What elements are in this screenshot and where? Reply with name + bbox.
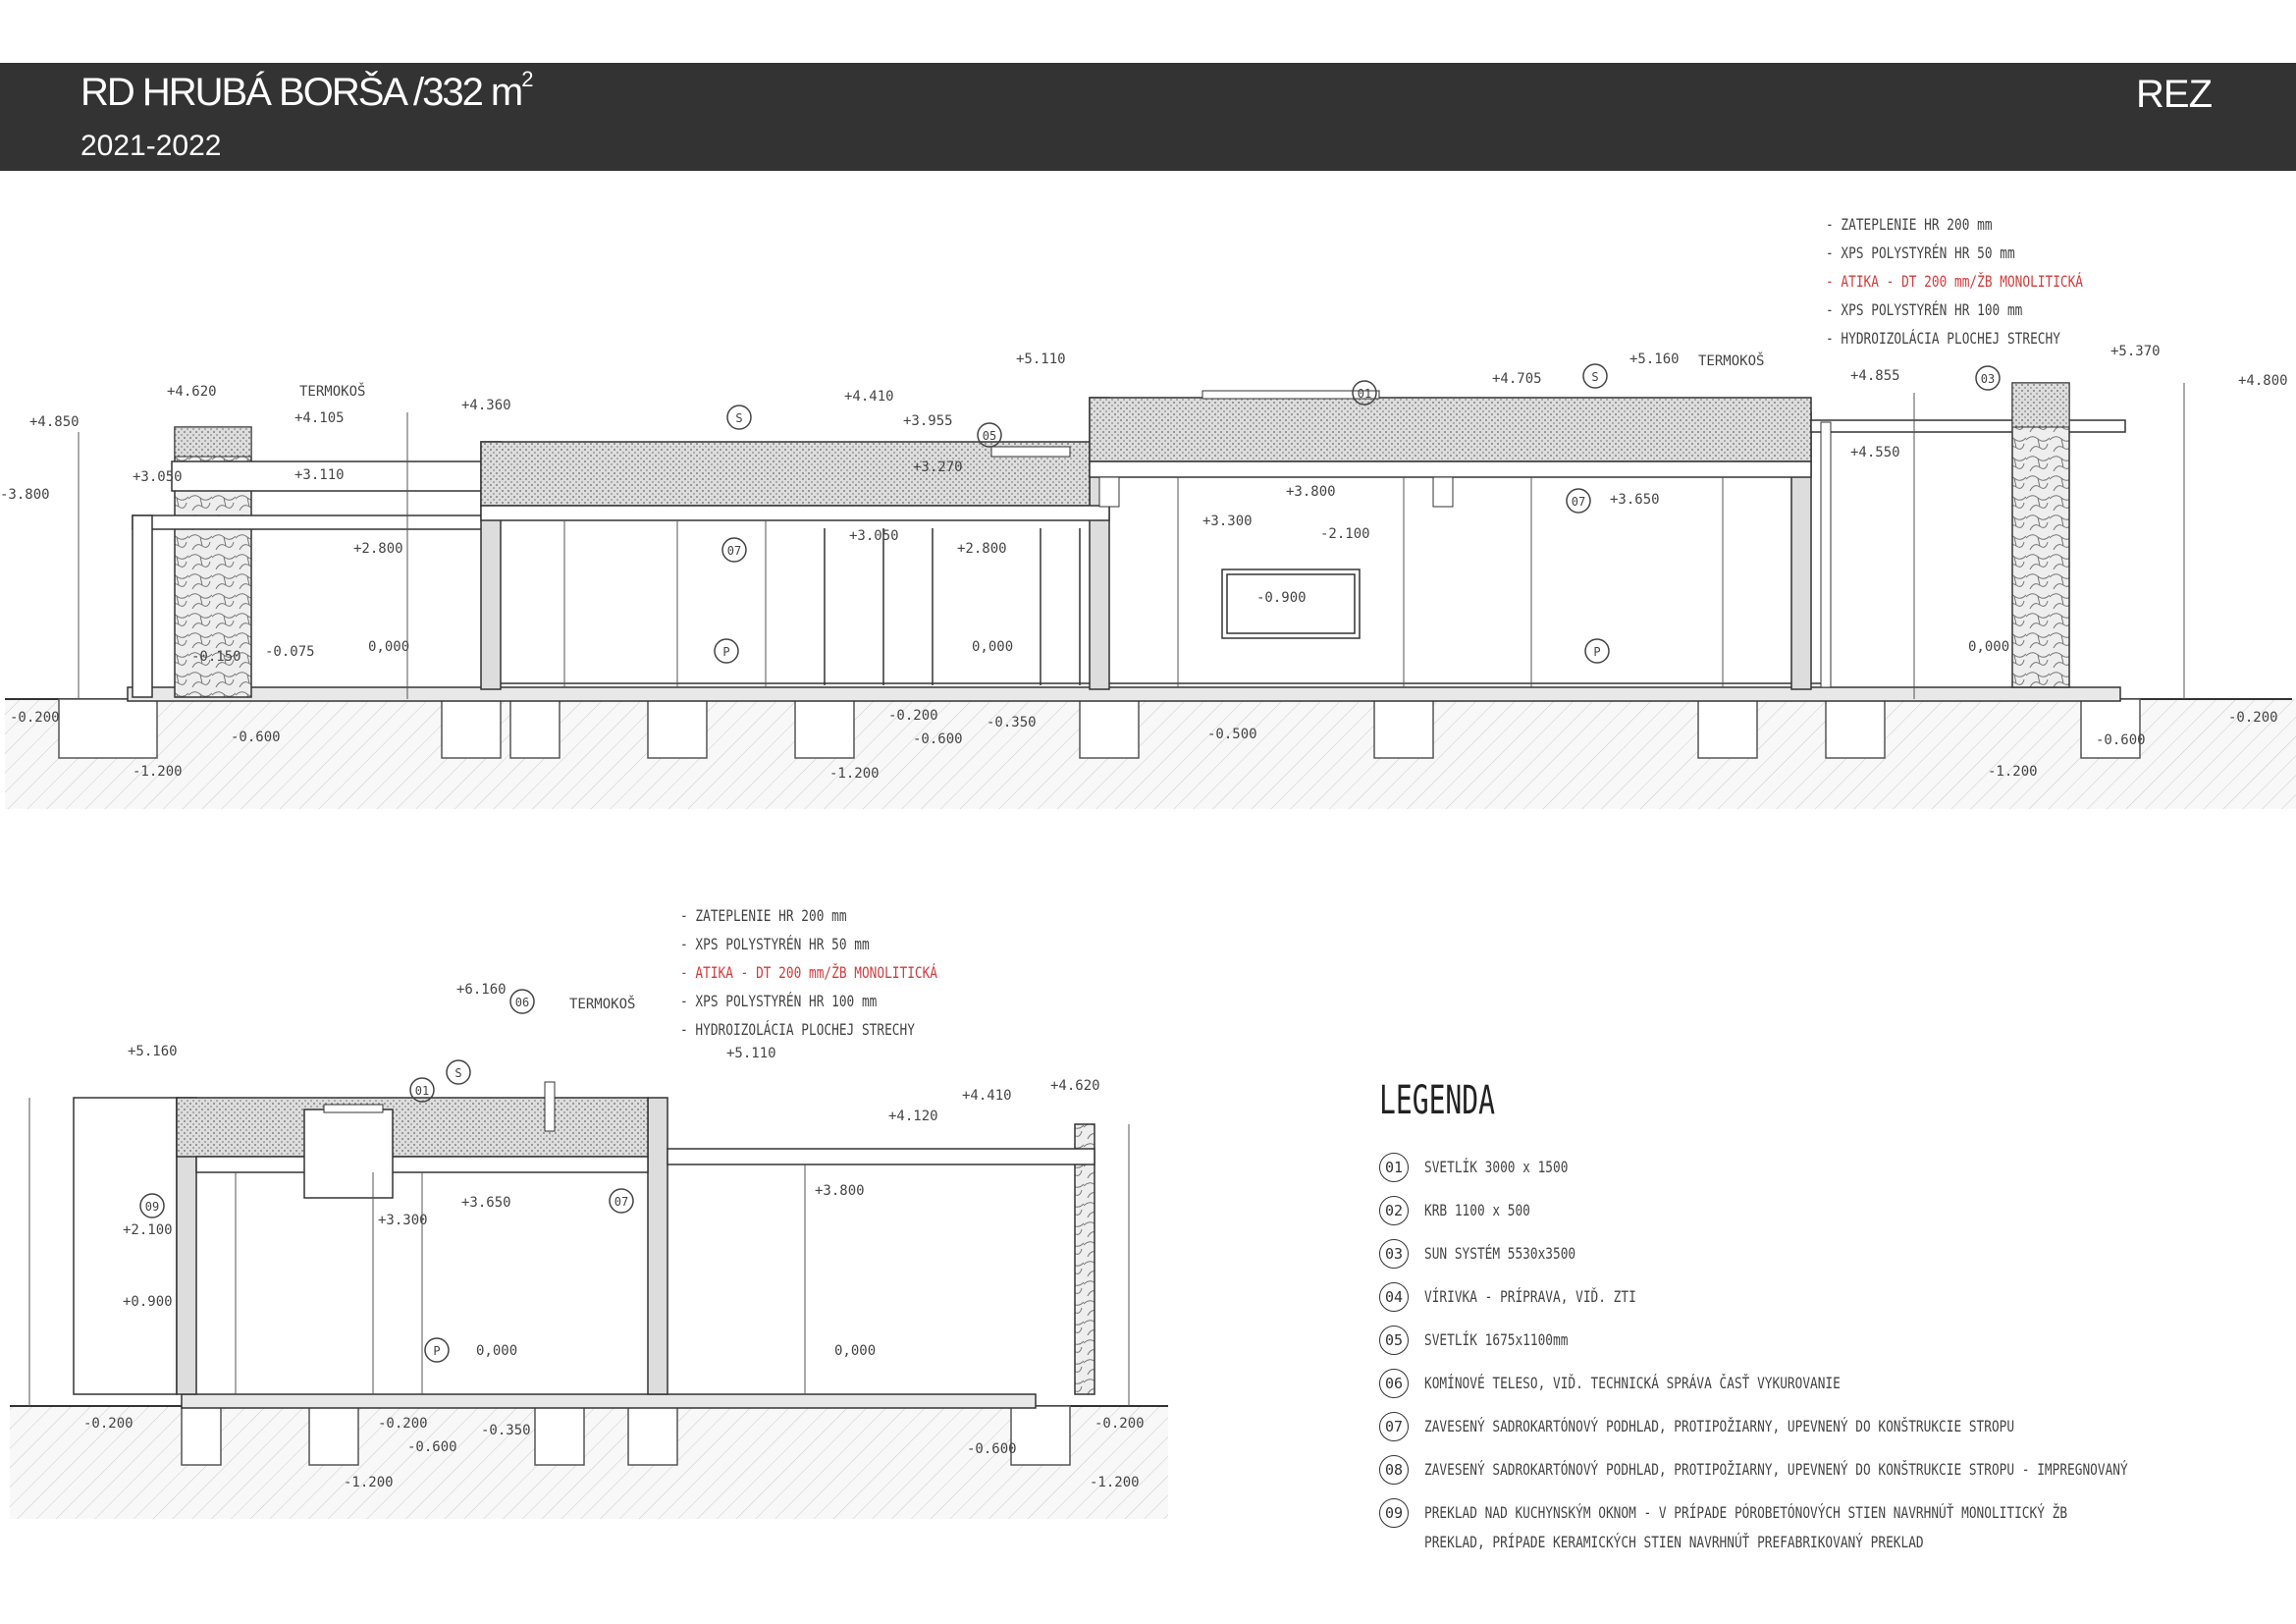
legend-item bbox=[1379, 1282, 2263, 1326]
svg-text:+3.270: +3.270 bbox=[913, 460, 963, 475]
legend-text: SUN SYSTÉM 5530x3500 bbox=[1424, 1244, 1576, 1263]
legend-text: ZAVESENÝ SADROKARTÓNOVÝ PODHLAD, PROTIPOŽIARNY, UPEVNENÝ DO KONŠTRUKCIE STROPU - IMPREGNOVANÝ bbox=[1424, 1460, 2128, 1479]
note-top-2: - XPS POLYSTYRÉN HR 50 mm bbox=[1826, 244, 2015, 262]
svg-text:+4.550: +4.550 bbox=[1850, 445, 1900, 460]
svg-text:-1.200: -1.200 bbox=[1090, 1475, 1140, 1490]
svg-text:-0.350: -0.350 bbox=[481, 1423, 531, 1438]
svg-text:TERMOKOŠ: TERMOKOŠ bbox=[299, 384, 366, 400]
note-bottom-4: - XPS POLYSTYRÉN HR 100 mm bbox=[680, 992, 878, 1010]
svg-text:03: 03 bbox=[1980, 372, 1996, 386]
legend-item bbox=[1379, 1455, 2263, 1498]
legend-number: 06 bbox=[1379, 1369, 1409, 1398]
section-bottom bbox=[10, 982, 1168, 1519]
legend-number: 09 bbox=[1379, 1498, 1409, 1528]
svg-text:+4.620: +4.620 bbox=[167, 384, 217, 400]
svg-text:-0.600: -0.600 bbox=[913, 731, 963, 747]
svg-text:P: P bbox=[1593, 645, 1601, 659]
svg-text:S: S bbox=[454, 1066, 462, 1080]
legend-title: LEGENDA bbox=[1379, 1078, 1496, 1123]
svg-text:+5.110: +5.110 bbox=[726, 1046, 776, 1061]
svg-text:+6.160: +6.160 bbox=[456, 982, 507, 998]
note-bottom-3: - ATIKA - DT 200 mm/ŽB MONOLITICKÁ bbox=[680, 963, 938, 982]
svg-text:0,000: 0,000 bbox=[368, 639, 410, 655]
svg-text:+3.650: +3.650 bbox=[461, 1195, 511, 1211]
legend-text: VÍRIVKA - PRÍPRAVA, VIĎ. ZTI bbox=[1424, 1287, 1636, 1306]
svg-text:-0.200: -0.200 bbox=[83, 1416, 133, 1432]
svg-text:0,000: 0,000 bbox=[834, 1343, 877, 1359]
legend-number: 03 bbox=[1379, 1239, 1409, 1269]
svg-text:01: 01 bbox=[414, 1084, 430, 1098]
svg-text:+0.900: +0.900 bbox=[123, 1294, 173, 1310]
note-top-5: - HYDROIZOLÁCIA PLOCHEJ STRECHY bbox=[1826, 329, 2060, 348]
svg-text:-0.200: -0.200 bbox=[2228, 710, 2278, 726]
svg-text:-0.200: -0.200 bbox=[1095, 1416, 1145, 1432]
legend-item bbox=[1379, 1326, 2263, 1369]
note-bottom-5: - HYDROIZOLÁCIA PLOCHEJ STRECHY bbox=[680, 1020, 915, 1039]
legend-number: 07 bbox=[1379, 1412, 1409, 1441]
svg-text:-0.600: -0.600 bbox=[967, 1441, 1017, 1457]
svg-text:+4.850: +4.850 bbox=[29, 414, 80, 430]
sheet-name: REZ bbox=[2136, 73, 2212, 116]
svg-text:TERMOKOŠ: TERMOKOŠ bbox=[1698, 353, 1765, 369]
svg-text:+4.105: +4.105 bbox=[294, 410, 345, 426]
svg-text:+3.050: +3.050 bbox=[133, 469, 183, 485]
svg-text:S: S bbox=[735, 411, 743, 425]
legend-item bbox=[1379, 1498, 2263, 1577]
svg-text:+3.650: +3.650 bbox=[1610, 492, 1660, 508]
svg-text:+5.160: +5.160 bbox=[1629, 352, 1680, 367]
svg-text:+2.800: +2.800 bbox=[353, 541, 403, 557]
legend-item bbox=[1379, 1196, 2263, 1239]
svg-text:+5.110: +5.110 bbox=[1016, 352, 1066, 367]
svg-text:+4.620: +4.620 bbox=[1050, 1078, 1100, 1094]
svg-text:-1.200: -1.200 bbox=[133, 764, 183, 780]
svg-text:+4.855: +4.855 bbox=[1850, 368, 1900, 384]
svg-text:-0.500: -0.500 bbox=[1207, 727, 1257, 742]
svg-text:+4.360: +4.360 bbox=[461, 398, 511, 413]
svg-text:-0.350: -0.350 bbox=[987, 715, 1037, 731]
svg-text:07: 07 bbox=[614, 1195, 629, 1209]
legend-text: SVETLÍK 1675x1100mm bbox=[1424, 1330, 1569, 1349]
svg-text:0,000: 0,000 bbox=[972, 639, 1014, 655]
svg-text:01: 01 bbox=[1357, 387, 1372, 401]
note-top-1: - ZATEPLENIE HR 200 mm bbox=[1826, 215, 1993, 234]
svg-text:-3.800: -3.800 bbox=[0, 487, 50, 503]
note-bottom-1: - ZATEPLENIE HR 200 mm bbox=[680, 906, 847, 925]
legend-text: PREKLAD NAD KUCHYNSKÝM OKNOM - V PRÍPADE PÓROBETÓNOVÝCH STIEN NAVRHNÚŤ MONOLITICKÝ ŽB PREKLAD, PRÍPADE KERAMICKÝCH STIEN NAVRHNÚŤ PREFABRIKOVANÝ PREKLAD bbox=[1424, 1503, 2068, 1551]
svg-text:+4.410: +4.410 bbox=[962, 1088, 1012, 1104]
svg-text:-0.600: -0.600 bbox=[407, 1439, 457, 1455]
svg-text:07: 07 bbox=[726, 544, 742, 558]
svg-text:-0.150: -0.150 bbox=[191, 649, 241, 665]
legend-item bbox=[1379, 1153, 2263, 1196]
legend-item bbox=[1379, 1412, 2263, 1455]
svg-text:+5.370: +5.370 bbox=[2110, 344, 2161, 359]
legend-text: KRB 1100 x 500 bbox=[1424, 1201, 1530, 1219]
legend-number: 02 bbox=[1379, 1196, 1409, 1225]
note-top-3: - ATIKA - DT 200 mm/ŽB MONOLITICKÁ bbox=[1826, 272, 2084, 291]
svg-text:-1.200: -1.200 bbox=[344, 1475, 394, 1490]
svg-text:+3.800: +3.800 bbox=[1286, 484, 1336, 500]
legend-number: 04 bbox=[1379, 1282, 1409, 1312]
legend-text: SVETLÍK 3000 x 1500 bbox=[1424, 1158, 1569, 1176]
legend-number: 08 bbox=[1379, 1455, 1409, 1485]
svg-text:05: 05 bbox=[982, 429, 997, 443]
svg-text:-0.600: -0.600 bbox=[231, 730, 281, 745]
svg-text:-0.075: -0.075 bbox=[265, 644, 315, 660]
svg-text:06: 06 bbox=[514, 996, 530, 1009]
legend-number: 01 bbox=[1379, 1153, 1409, 1182]
svg-text:P: P bbox=[433, 1344, 441, 1358]
svg-text:+2.100: +2.100 bbox=[123, 1222, 173, 1238]
svg-text:+2.800: +2.800 bbox=[957, 541, 1007, 557]
legend-text: KOMÍNOVÉ TELESO, VIĎ. TECHNICKÁ SPRÁVA ČASŤ VYKUROVANIE bbox=[1424, 1374, 1841, 1392]
svg-text:0,000: 0,000 bbox=[1968, 639, 2010, 655]
svg-text:09: 09 bbox=[144, 1200, 160, 1214]
project-title: RD HRUBÁ BORŠA /332 $m^2$ bbox=[80, 67, 532, 114]
svg-text:+5.160: +5.160 bbox=[128, 1044, 178, 1059]
legend-number: 05 bbox=[1379, 1326, 1409, 1355]
svg-text:+4.120: +4.120 bbox=[888, 1109, 938, 1124]
svg-text:+3.050: +3.050 bbox=[849, 528, 899, 544]
svg-text:-2.100: -2.100 bbox=[1320, 526, 1370, 542]
svg-text:S: S bbox=[1591, 370, 1599, 384]
svg-text:+3.110: +3.110 bbox=[294, 467, 345, 483]
svg-text:+3.955: +3.955 bbox=[903, 413, 953, 429]
svg-text:0,000: 0,000 bbox=[476, 1343, 518, 1359]
svg-text:-0.200: -0.200 bbox=[10, 710, 60, 726]
area-superscript: 2 bbox=[521, 67, 532, 91]
legend-text: ZAVESENÝ SADROKARTÓNOVÝ PODHLAD, PROTIPOŽIARNY, UPEVNENÝ DO KONŠTRUKCIE STROPU bbox=[1424, 1417, 2015, 1435]
svg-text:+4.800: +4.800 bbox=[2238, 373, 2288, 389]
svg-text:-0.200: -0.200 bbox=[378, 1416, 428, 1432]
note-top-4: - XPS POLYSTYRÉN HR 100 mm bbox=[1826, 300, 2023, 319]
svg-text:-1.200: -1.200 bbox=[829, 766, 880, 782]
note-bottom-2: - XPS POLYSTYRÉN HR 50 mm bbox=[680, 935, 870, 953]
legend-item bbox=[1379, 1239, 2263, 1282]
svg-text:+3.800: +3.800 bbox=[815, 1183, 865, 1199]
svg-text:07: 07 bbox=[1571, 495, 1586, 509]
section-top bbox=[0, 344, 2296, 809]
svg-text:+3.300: +3.300 bbox=[378, 1213, 428, 1228]
svg-text:P: P bbox=[722, 645, 730, 659]
svg-text:-0.200: -0.200 bbox=[888, 708, 938, 724]
project-years: 2021-2022 bbox=[80, 130, 222, 162]
svg-text:+4.410: +4.410 bbox=[844, 389, 894, 405]
svg-text:TERMOKOŠ: TERMOKOŠ bbox=[569, 997, 636, 1012]
svg-text:+3.300: +3.300 bbox=[1202, 514, 1253, 529]
svg-text:-0.600: -0.600 bbox=[2096, 732, 2146, 748]
legend-item bbox=[1379, 1369, 2263, 1412]
svg-text:+4.705: +4.705 bbox=[1492, 371, 1542, 387]
svg-text:-1.200: -1.200 bbox=[1988, 764, 2038, 780]
legend bbox=[1379, 1078, 2263, 1577]
svg-text:-0.900: -0.900 bbox=[1256, 590, 1307, 606]
